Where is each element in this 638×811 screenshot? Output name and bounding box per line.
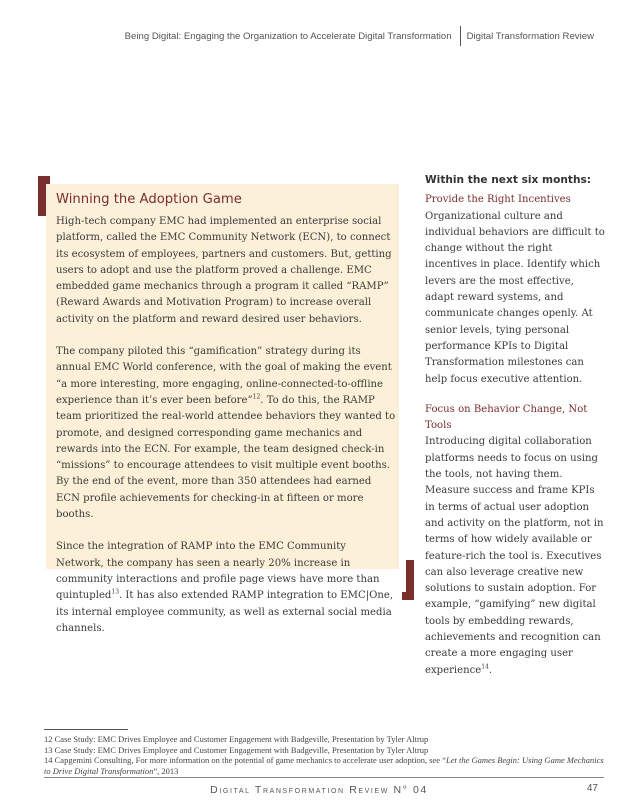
right-column-heading: Within the next six months:	[425, 174, 592, 186]
sidebar-paragraph-3	[56, 539, 396, 637]
footnote-ref-13: 13	[111, 588, 120, 596]
header-left-title: Being Digital: Engaging the Organization to Accelerate Digital Transformation	[124, 30, 452, 42]
header-right-title: Digital Transformation Review	[466, 30, 594, 42]
footer-rule	[44, 777, 604, 778]
footnote-12: 12 Case Study: EMC Drives Employee and Customer Engagement with Badgeville, Presentation by Tyler Altrup	[44, 734, 429, 744]
footer-publication-title: Digital Transformation Review N° 04	[210, 784, 428, 796]
footnote-14-link-title: Let the Games Begin: Using Game Mechanics to Drive Digital Transformation	[44, 755, 604, 776]
sidebar-paragraph-1: High-tech company EMC had implemented an enterprise social platform, called the EMC Community Network (ECN), to connect its ecosystem of employees, partners and customers. But, getting users to adopt and use the platform proved a challenge. EMC embedded game mechanics through a program it called “RAMP” (Reward Awards and Motivation Program) to increase overall activity on the platform and reward desired user behaviors.	[56, 216, 392, 325]
footnote-14-text-b: ”, 2013	[153, 765, 179, 776]
behavior-body-text-b: .	[488, 664, 493, 676]
sidebar-title: Winning the Adoption Game	[56, 192, 242, 207]
sidebar-p2-text-b: . To do this, the RAMP team prioritized the real-world attendee behaviors they wanted to promote, and designed corresponding game mechanics and rewards into the ECN. For example, the team designed check-in “missions” to encourage attendees to visit multiple event booths. By the end of the event, more than 350 attendees had earned ECN profile achievements for checking-in at fifteen or more booths.	[56, 394, 396, 521]
sidebar-p3-text-b: . It has also extended RAMP integration to EMC|One, its internal employee community, as well as external social media channels.	[56, 590, 394, 634]
footnote-rule	[44, 729, 128, 730]
sidebar-body	[56, 214, 396, 653]
behavior-body-text-a: Introducing digital collaboration platforms needs to focus on using the tools, not having them. Measure success and frame KPIs in terms of actual user adoption and activity on the platform, not in terms of how widely available or feature-rich the tool is. Executives can also leverage creative new solutions to sustain adoption. For example, “gamifying” new digital tools by embedding rewards, achievements and recognition can create a more engaging user experience	[425, 436, 604, 676]
footnote-14	[44, 755, 604, 776]
right-column	[425, 172, 605, 693]
footnote-13: 13 Case Study: EMC Drives Employee and Customer Engagement with Badgeville, Presentation by Tyler Altrup	[44, 744, 429, 755]
header-divider	[460, 26, 461, 46]
subheading-incentives: Provide the Right Incentives	[425, 194, 571, 206]
behavior-change-body	[425, 434, 605, 678]
footnotes	[44, 734, 604, 776]
footnote-ref-12: 12	[252, 393, 261, 401]
footnote-ref-14: 14	[481, 663, 489, 671]
footnote-14-text-a: 14 Capgemini Consulting, For more information on the potential of game mechanics to accelerate user adoption, see “	[44, 755, 446, 765]
subheading-behavior-change: Focus on Behavior Change, Not Tools	[425, 403, 588, 432]
sidebar-corner-bottom-right	[402, 560, 414, 600]
sidebar-paragraph-2	[56, 344, 396, 523]
sidebar-p2-text-a: The company piloted this “gamification” strategy during its annual EMC World conference, with the goal of making the event “a more interesting, more engaging, online-connected-to-offline experience than it’s ever been before”	[56, 346, 392, 406]
incentives-body: Organizational culture and individual behaviors are difficult to change without the right incentives in place. Identify which levers are the most effective, adapt reward systems, and communicate changes openly. At senior levels, tying personal performance KPIs to Digital Transformation milestones can help focus executive attention.	[425, 210, 605, 385]
sidebar-corner-top-left	[38, 176, 50, 216]
sidebar-p3-text-a: Since the integration of RAMP into the EMC Community Network, the company has seen a nearly 20% increase in community interactions and profile page views have more than quintupled	[56, 541, 380, 602]
page-number: 47	[586, 783, 598, 794]
running-header	[125, 26, 594, 46]
